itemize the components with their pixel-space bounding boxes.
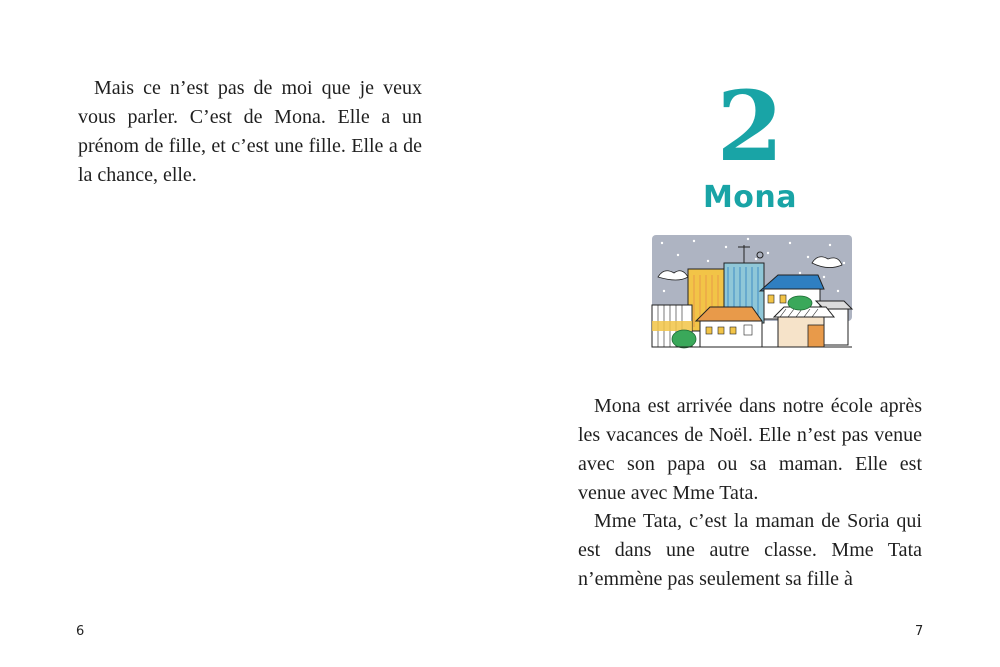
body-paragraph: Mme Tata, c’est la maman de Soria qui est dans une autre classe. Mme Tata n’emmène pas seulement sa fille à <box>578 510 922 590</box>
chapter-number: 2 <box>716 70 784 183</box>
cloud-left <box>658 271 688 280</box>
bush-left <box>672 330 696 348</box>
chapter-title: Mona <box>702 180 798 215</box>
right-page <box>500 0 1000 667</box>
page-number-left: 6 <box>76 624 85 639</box>
page-number-right: 7 <box>915 624 924 639</box>
town-illustration <box>648 233 860 353</box>
body-paragraph: Mona est arrivée dans notre école après les vacances de Noël. Elle n’est pas venue avec son papa ou sa maman. Elle est venue avec Mme Tata. <box>578 395 922 504</box>
bush-right <box>788 296 812 310</box>
body-paragraph: Mais ce n’est pas de moi que je veux vous parler. C’est de Mona. Elle a un prénom de fille, et c’est une fille. Elle a de la chance, elle. <box>78 77 422 186</box>
